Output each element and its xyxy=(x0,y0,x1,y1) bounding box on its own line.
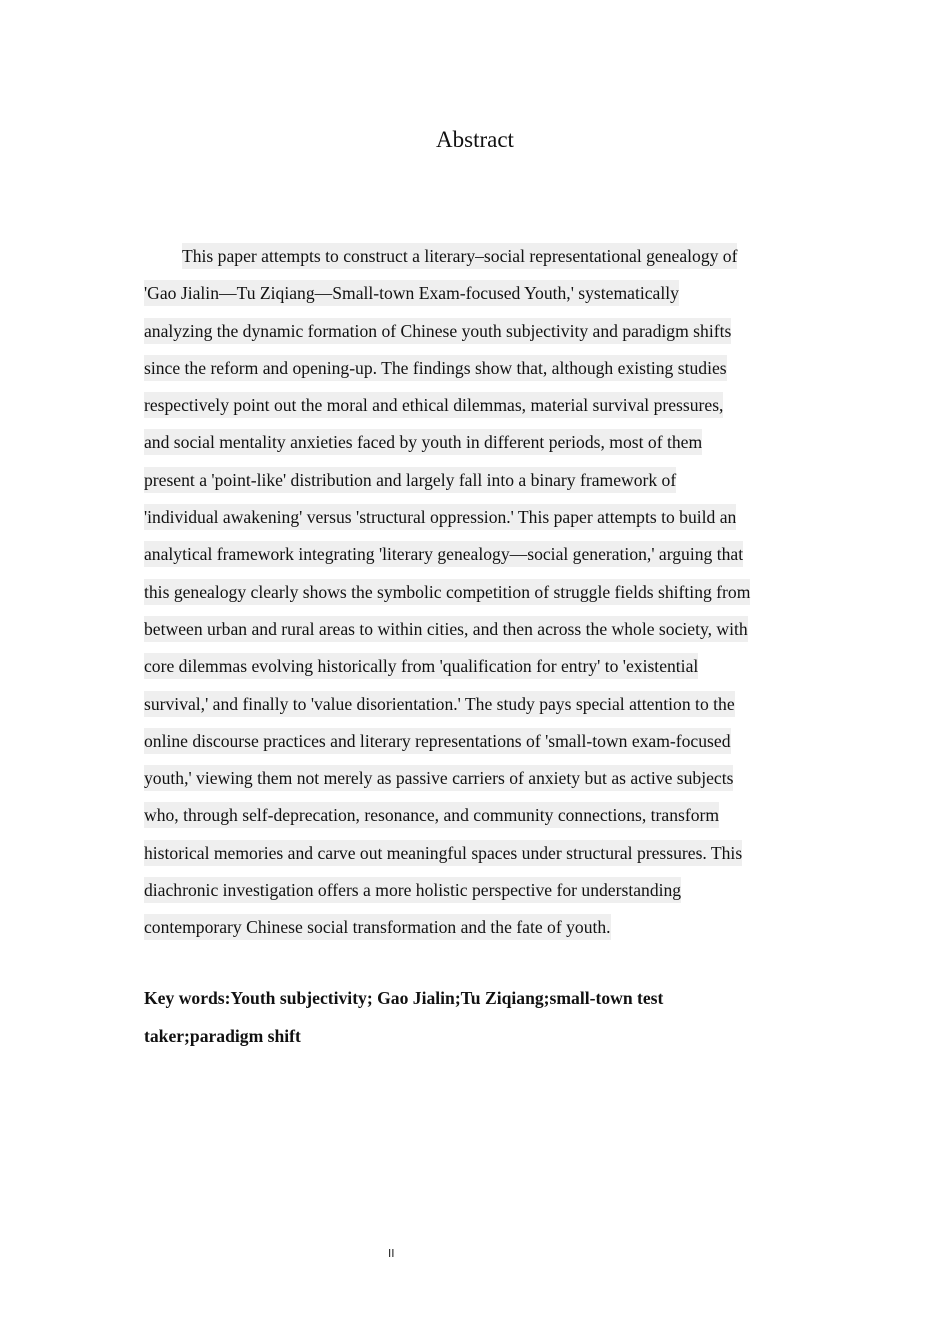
abstract-line: This paper attempts to construct a literary–social representational genealogy of xyxy=(144,238,810,275)
abstract-line: this genealogy clearly shows the symbolic competition of struggle fields shifting from xyxy=(144,574,810,611)
abstract-line: youth,' viewing them not merely as passive carriers of anxiety but as active subjects xyxy=(144,760,810,797)
abstract-line: diachronic investigation offers a more holistic perspective for understanding xyxy=(144,872,810,909)
abstract-line: 'individual awakening' versus 'structural oppression.' This paper attempts to build an xyxy=(144,499,810,536)
page-number: II xyxy=(388,1247,395,1260)
abstract-line: core dilemmas evolving historically from 'qualification for entry' to 'existential xyxy=(144,648,810,685)
abstract-line: between urban and rural areas to within cities, and then across the whole society, with xyxy=(144,611,810,648)
abstract-line: respectively point out the moral and ethical dilemmas, material survival pressures, xyxy=(144,387,810,424)
abstract-line: who, through self-deprecation, resonance, and community connections, transform xyxy=(144,797,810,834)
abstract-line: analyzing the dynamic formation of Chinese youth subjectivity and paradigm shifts xyxy=(144,313,810,350)
keywords-line: taker;paradigm shift xyxy=(144,1025,301,1046)
abstract-line: contemporary Chinese social transformation and the fate of youth. xyxy=(144,909,810,946)
keywords xyxy=(144,980,810,1055)
abstract-line: 'Gao Jialin—Tu Ziqiang—Small-town Exam-focused Youth,' systematically xyxy=(144,275,810,312)
page-title: Abstract xyxy=(436,127,514,152)
keywords-line: Key words:Youth subjectivity; Gao Jialin;Tu Ziqiang;small-town test xyxy=(144,988,664,1008)
abstract-line: and social mentality anxieties faced by youth in different periods, most of them xyxy=(144,424,810,461)
abstract-line: historical memories and carve out meaningful spaces under structural pressures. This xyxy=(144,835,810,872)
abstract-line: online discourse practices and literary representations of 'small-town exam-focused xyxy=(144,723,810,760)
abstract-line: survival,' and finally to 'value disorientation.' The study pays special attention to the xyxy=(144,686,810,723)
abstract-body xyxy=(144,238,810,947)
abstract-line: analytical framework integrating 'literary genealogy—social generation,' arguing that xyxy=(144,536,810,573)
abstract-line: since the reform and opening-up. The findings show that, although existing studies xyxy=(144,350,810,387)
abstract-line: present a 'point-like' distribution and largely fall into a binary framework of xyxy=(144,462,810,499)
